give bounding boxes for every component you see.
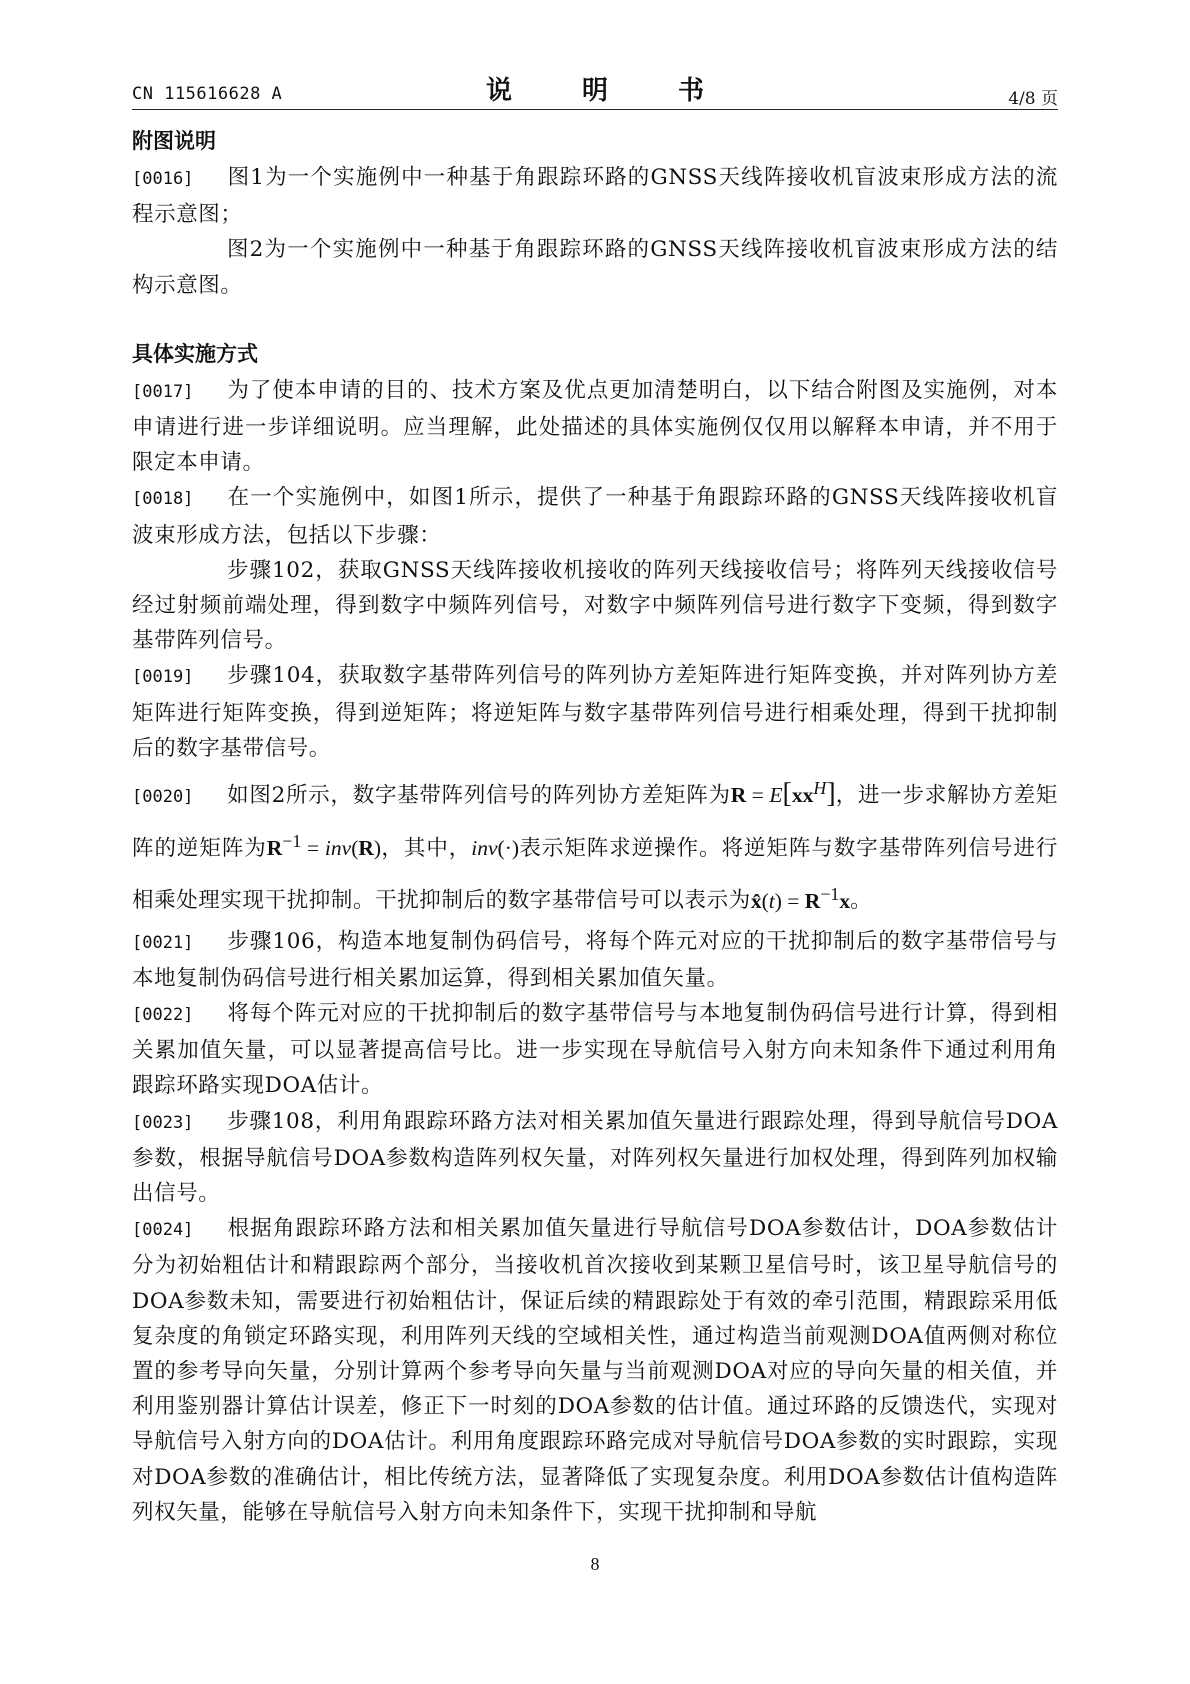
paragraph-0018-step xyxy=(132,553,1058,659)
covariance-formula: $R = E[xx^H]$ xyxy=(730,778,836,810)
paragraph-text: 根据角跟踪环路方法和相关累加值矢量进行导航信号DOA参数估计，DOA参数估计分为初始粗估计和精跟踪两个部分，当接收机首次接收到某颗卫星信号时，该卫星导航信号的DOA参数未知，需要进行初始粗估计，保证后续的精跟踪处于有效的牵引范围，精跟踪采用低复杂度的角锁定环路实现，利用阵列天线的空域相关性，通过构造当前观测DOA值两侧对称位置的参考导向矢量，分别计算两个参考导向矢量与当前观测DOA对应的导向矢量的相关值，并利用鉴别器计算估计误差，修正下一时刻的DOA参数的估计值。通过环路的反馈迭代，实现对导航信号入射方向的DOA估计。利用角度跟踪环路完成对导航信号DOA参数的实时跟踪，实现对DOA参数的准确估计，相比传统方法，显著降低了实现复杂度。利用DOA参数估计值构造阵列权矢量，能够在导航信号入射方向未知条件下，实现干扰抑制和导航 xyxy=(132,1216,1058,1525)
paragraph-number: [0022] xyxy=(132,1004,194,1025)
inv-operator: inv(·) xyxy=(471,836,520,861)
paragraph-text: 在一个实施例中，如图1所示，提供了一种基于角跟踪环路的GNSS天线阵接收机盲波束形成方法，包括以下步骤： xyxy=(132,485,1058,548)
page-indicator: 4/8 页 xyxy=(1008,89,1058,109)
paragraph-0016-cont xyxy=(132,232,1058,302)
paragraph-0016 xyxy=(132,160,1058,232)
suppressed-signal-formula: x̂(t) = $R^{-1}x$ xyxy=(750,883,851,913)
paragraph-text: 表示矩阵求逆操作。将逆矩阵与数字基带阵列信号进行相乘处理实现干扰抑制。干扰抑制后的数字基带信号可以表示为 xyxy=(132,836,1058,914)
paragraph-text: 步骤102，获取GNSS天线阵接收机接收的阵列天线接收信号；将阵列天线接收信号经过射频前端处理，得到数字中频阵列信号，对数字中频阵列信号进行数字下变频，得到数字基带阵列信号。 xyxy=(132,557,1058,654)
document-title: 说 明 书 xyxy=(485,76,726,106)
paragraph-text: 图1为一个实施例中一种基于角跟踪环路的GNSS天线阵接收机盲波束形成方法的流程示意图； xyxy=(132,165,1058,228)
paragraph-number: [0019] xyxy=(132,667,194,688)
paragraph-number: [0024] xyxy=(132,1220,194,1241)
section-heading-figures: 附图说明 xyxy=(132,129,216,153)
inverse-formula: $R^{-1} = inv(R)$ xyxy=(266,831,382,861)
page-number: 8 xyxy=(590,1554,600,1574)
publication-number: CN 115616628 A xyxy=(132,84,283,104)
paragraph-0019 xyxy=(132,658,1058,766)
paragraph-text: 。 xyxy=(850,888,873,914)
paragraph-text: ，进一步求解协方差矩阵的逆矩阵为 xyxy=(132,783,1058,862)
paragraph-text: 步骤106，构造本地复制伪码信号，将每个阵元对应的干扰抑制后的数字基带信号与本地复制伪码信号进行相关累加运算，得到相关累加值矢量。 xyxy=(132,928,1058,991)
paragraph-0024 xyxy=(132,1211,1058,1530)
paragraph-0022 xyxy=(132,996,1058,1104)
paragraph-text: 步骤104，获取数字基带阵列信号的阵列协方差矩阵进行矩阵变换，并对阵列协方差矩阵进行矩阵变换，得到逆矩阵；将逆矩阵与数字基带阵列信号进行相乘处理，得到干扰抑制后的数字基带信号。 xyxy=(132,663,1058,761)
page-header xyxy=(132,70,1058,110)
paragraph-number: [0020] xyxy=(132,787,194,808)
paragraph-text: 步骤108，利用角跟踪环路方法对相关累加值矢量进行跟踪处理，得到导航信号DOA参数，根据导航信号DOA参数构造阵列权矢量，对阵列权矢量进行加权处理，得到阵列加权输出信号。 xyxy=(132,1108,1058,1206)
paragraph-number: [0023] xyxy=(132,1112,194,1133)
paragraph-0021 xyxy=(132,924,1058,996)
paragraph-number: [0017] xyxy=(132,381,194,402)
header-divider xyxy=(132,109,1058,110)
paragraph-0023 xyxy=(132,1104,1058,1212)
paragraph-number: [0021] xyxy=(132,932,194,953)
paragraph-number: [0018] xyxy=(132,489,194,510)
paragraph-text: 图2为一个实施例中一种基于角跟踪环路的GNSS天线阵接收机盲波束形成方法的结构示意图。 xyxy=(132,237,1058,298)
paragraph-text: 将每个阵元对应的干扰抑制后的数字基带信号与本地复制伪码信号进行计算，得到相关累加值矢量，可以显著提高信号比。进一步实现在导航信号入射方向未知条件下通过利用角跟踪环路实现DOA估计。 xyxy=(132,1000,1058,1099)
paragraph-number: [0016] xyxy=(132,169,194,189)
paragraph-0018 xyxy=(132,480,1058,552)
paragraph-text: ，其中， xyxy=(381,836,472,862)
section-heading-implementation: 具体实施方式 xyxy=(132,341,258,366)
page-body xyxy=(132,124,1058,1530)
paragraph-0017 xyxy=(132,373,1058,481)
paragraph-text: 如图2所示，数字基带阵列信号的阵列协方差矩阵为 xyxy=(227,783,731,809)
paragraph-0020 xyxy=(132,766,1058,923)
paragraph-text: 为了使本申请的目的、技术方案及优点更加清楚明白，以下结合附图及实施例，对本申请进行进一步详细说明。应当理解，此处描述的具体实施例仅仅用以解释本申请，并不用于限定本申请。 xyxy=(132,377,1058,476)
